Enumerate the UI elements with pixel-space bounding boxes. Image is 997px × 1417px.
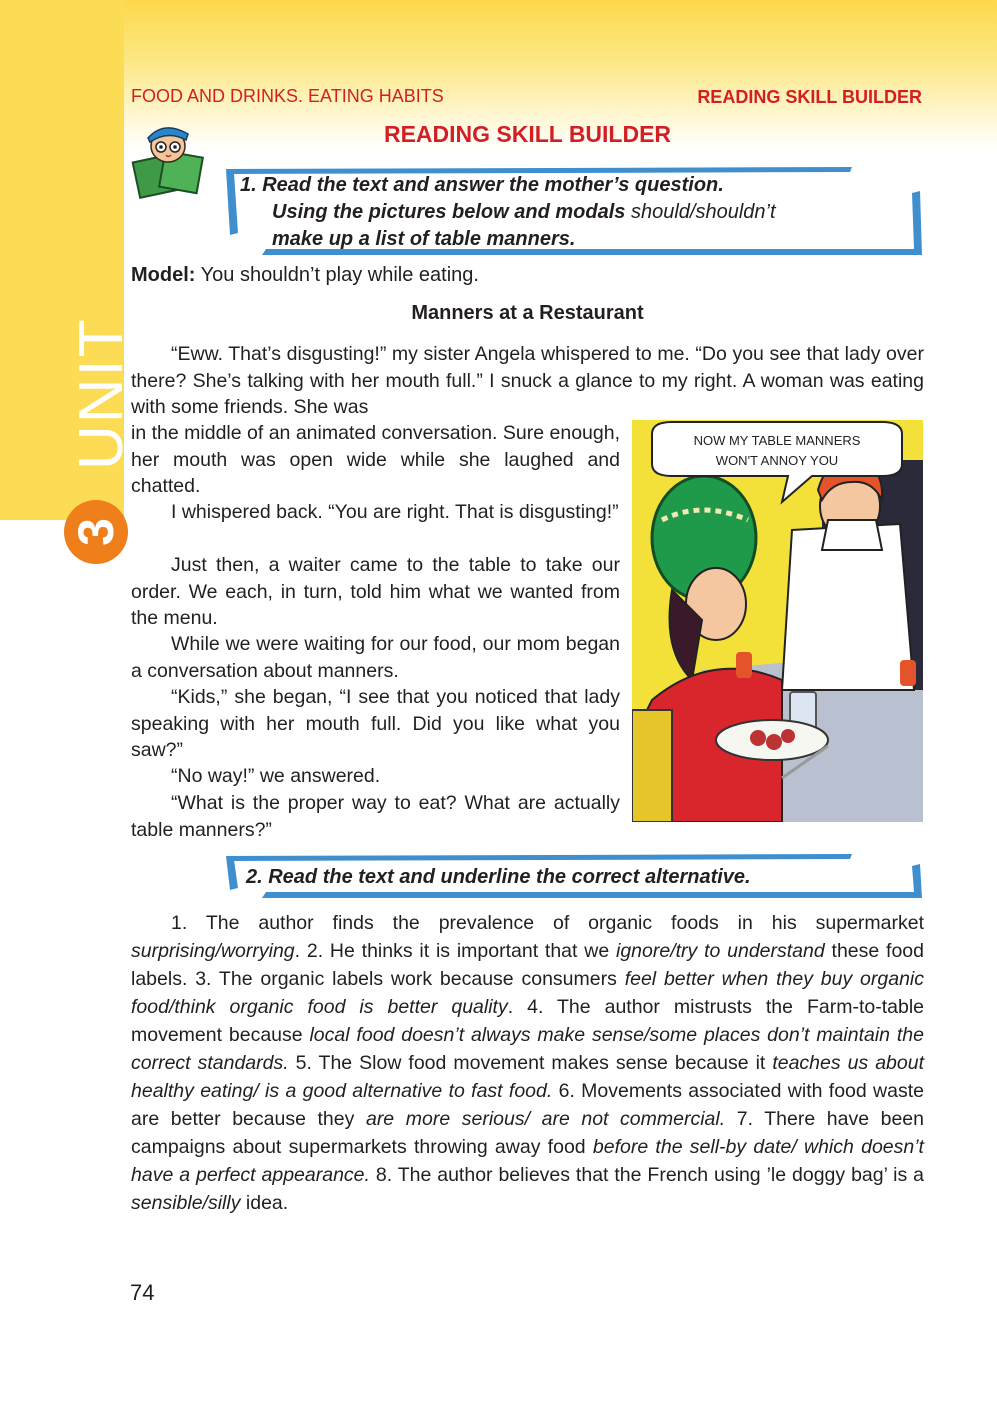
task1-instructions [240,172,776,253]
unit-number: 3 [68,518,124,546]
story-paragraph-3: Just then, a waiter came to the table to take our order. We each, in turn, told him what we wanted from the menu. [131,554,620,629]
model-sentence [131,264,479,287]
exercise-segment: 6. Movements associated with food waste are better because they [131,1080,925,1130]
task2-instructions: 2. Read the text and underline the correct alternative. [246,866,751,888]
exercise-segment: . 2. He thinks it is important that we [294,940,616,962]
exercise-segment: these food labels. 3. The organic labels work because consumers [131,940,924,990]
answer-alternatives: ignore/try to understand [615,940,825,962]
exercise-segment: 1. The author finds the prevalence of organic foods in his supermarket [171,912,924,934]
exercise-segment: 5. The Slow food movement makes sense because it [288,1052,773,1074]
answer-alternatives: surprising/worrying [131,940,295,962]
task1-line2 [240,199,776,226]
exercise-segment: . 4. The author mistrusts the Farm-to-table movement because [131,996,924,1046]
page-section-title: READING SKILL BUILDER [383,121,672,147]
task1-line3: make up a list of table manners. [272,228,576,250]
task1-line2-bold: Using the pictures below and modals [272,201,631,223]
story-title: Manners at a Restaurant [411,302,644,324]
unit-number-badge [64,500,128,564]
answer-alternatives: before the sell-by date/ which doesn’t have a perfect appearance. [131,1136,924,1186]
comic-speech-line1: NOW MY TABLE MANNERS [693,433,861,448]
model-label: Model: [131,264,196,286]
story-paragraph-6: “No way!” we answered. [171,765,381,787]
answer-alternatives: local food doesn’t always make sense/some places don’t maintain the correct standards. [131,1024,924,1074]
story-paragraph-4: While we were waiting for our food, our mom began a conversation about manners. [131,633,620,682]
answer-alternatives: sensible/silly [131,1192,241,1214]
story-paragraph-2: I whispered back. “You are right. That is disgusting!” [171,501,619,523]
chapter-title: FOOD AND DRINKS. EATING HABITS [131,86,444,106]
story-paragraph-7: “What is the proper way to eat? What are actually table manners?” [131,792,620,841]
comic-speech-line2: WON'T ANNOY YOU [715,453,839,468]
story-paragraph-5: “Kids,” she began, “I see that you noticed that lady speaking with her mouth full. Did you like what you saw?” [131,686,620,761]
exercise-segment: 7. There have been campaigns about supermarkets throwing away food [131,1108,924,1158]
model-text: You shouldn’t play while eating. [195,264,479,286]
exercise-text [131,909,924,1217]
section-label: READING SKILL BUILDER [697,87,922,107]
comic-illustration [632,420,923,822]
answer-alternatives: are more serious/ are not commercial. [365,1108,726,1130]
unit-label: UNIT [67,317,136,470]
exercise-segment: idea. [240,1192,289,1214]
answer-alternatives: teaches us about healthy eating/ is a good alternative to fast food. [131,1052,924,1102]
task1-modals: should/shouldn’t [630,201,776,223]
exercise-segment: 8. The author believes that the French using ’le doggy bag’ is a [369,1164,924,1186]
answer-alternatives: feel better when they buy organic food/think organic food is better quality [131,968,925,1018]
page-number: 74 [130,1280,155,1305]
story-paragraph-1: “Eww. That’s disgusting!” my sister Angela whispered to me. “Do you see that lady over there? She’s talking with her mouth full.” I snuck a glance to my right. A woman was eating with some friends. She was [131,343,924,418]
story-paragraph-1-continued: in the middle of an animated conversation. Sure enough, her mouth was open wide while she laughed and chatted. [131,422,620,497]
task1-line1: 1. Read the text and answer the mother’s question. [240,174,724,196]
